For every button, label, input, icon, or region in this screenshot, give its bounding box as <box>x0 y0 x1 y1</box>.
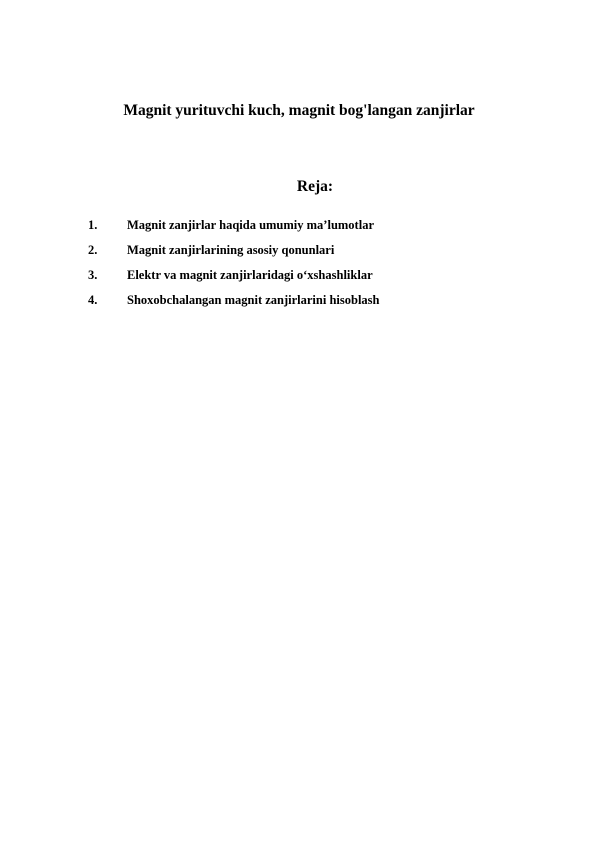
plan-item-text: Magnit zanjirlar haqida umumiy ma’lumotlar <box>127 218 374 232</box>
plan-item <box>0 241 596 266</box>
plan-item <box>0 216 596 241</box>
plan-item-text: Magnit zanjirlarining asosiy qonunlari <box>127 243 335 257</box>
document-title: Magnit yurituvchi kuch, magnit bog'langan zanjirlar <box>123 102 475 119</box>
plan-item-text: Elektr va magnit zanjirlaridagi o‘xshashliklar <box>127 268 373 282</box>
plan-item-number: 1. <box>88 218 98 232</box>
plan-item <box>0 291 596 316</box>
plan-list <box>0 216 596 316</box>
plan-item-number: 2. <box>88 243 98 257</box>
plan-item-number: 4. <box>88 293 98 307</box>
plan-item-text: Shoxobchalangan magnit zanjirlarini hisoblash <box>127 293 380 307</box>
plan-heading: Reja: <box>296 178 334 195</box>
plan-item-number: 3. <box>88 268 98 282</box>
plan-item <box>0 266 596 291</box>
